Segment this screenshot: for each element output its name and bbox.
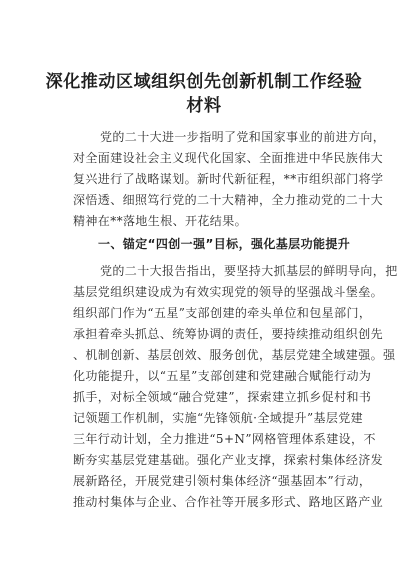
body-line: 抓手，对标全领域“融合党建”，探索建立抓乡促村和书: [73, 390, 372, 404]
body-line: 断夯实基层党建基础。强化产业支撑，探索村集体经济发: [73, 453, 384, 467]
body-line: 党的二十大报告指出，要坚持大抓基层的鲜明导向，把: [100, 264, 398, 278]
intro-line: 党的二十大进一步指明了党和国家事业的前进方向，: [100, 130, 386, 144]
body-line: 承担着牵头抓总、统筹协调的责任，要持续推动组织创先: [73, 327, 384, 341]
intro-line: 深悟透、细照笃行党的二十大精神，全力推动党的二十大: [73, 193, 384, 207]
body-line: 推动村集体与企业、合作社等开展多形式、路地区路产业: [73, 495, 384, 509]
document-title-line-2: 材料: [186, 96, 222, 116]
section-heading: 一、锚定“四创一强”目标，强化基层功能提升: [98, 237, 351, 251]
body-line: 展新路径，开展党建引领村集体经济“强基固本”行动，: [73, 474, 372, 488]
body-line: 组织部门作为“五星”支部创建的牵头单位和包星部门，: [73, 306, 372, 320]
document-title-line-1: 深化推动区域组织创先创新机制工作经验: [45, 72, 363, 92]
body-line: 记领题工作机制，实施“先锋领航·全域提升”基层党建: [73, 411, 364, 425]
body-line: 、机制创新、基层创效、服务创优，基层党建全域建强。强: [73, 348, 396, 362]
body-line: 化功能提升，以“五星”支部创建和党建融合赋能行动为: [73, 369, 372, 383]
body-line: 基层党组织建设成为有效实现党的领导的坚强战斗堡垒。: [73, 285, 384, 299]
intro-line: 对全面建设社会主义现代化国家、全面推进中华民族伟大: [73, 151, 384, 165]
intro-line: 复兴进行了战略谋划。新时代新征程，**市组织部门将学: [73, 172, 384, 186]
body-line: 三年行动计划，全力推进“5+N”网格管理体系建设，不: [73, 432, 376, 446]
intro-line: 精神在**落地生根、开花结果。: [73, 214, 248, 228]
